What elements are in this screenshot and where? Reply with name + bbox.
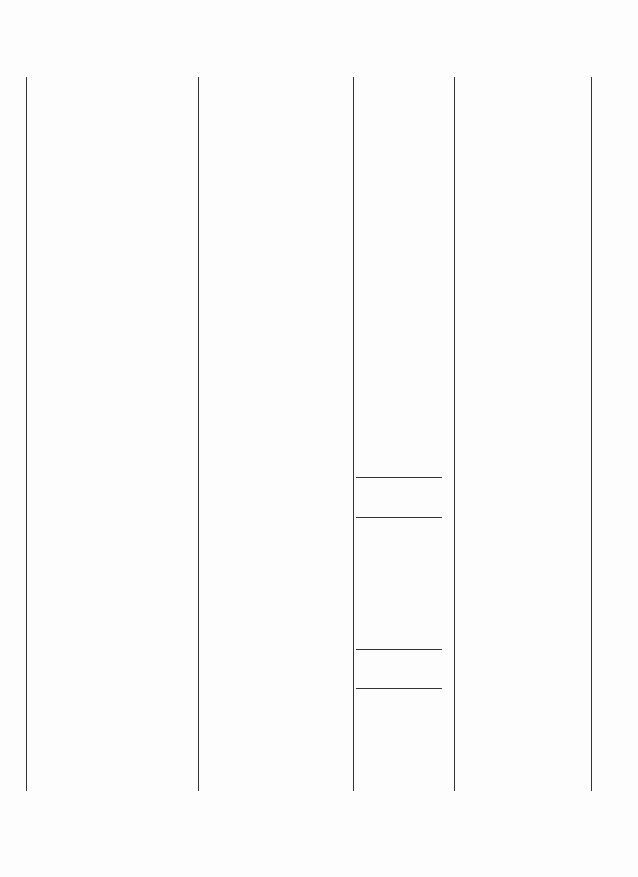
row-plan-amount [356,517,442,518]
column-divider [591,77,592,791]
row-plan-amount [356,649,442,650]
column-divider [26,77,27,791]
row-plan-amount [356,477,442,478]
budget-table [26,77,592,791]
column-divider [198,77,199,791]
column-divider [353,77,354,791]
row-plan-amount [356,688,442,689]
column-divider [454,77,455,791]
